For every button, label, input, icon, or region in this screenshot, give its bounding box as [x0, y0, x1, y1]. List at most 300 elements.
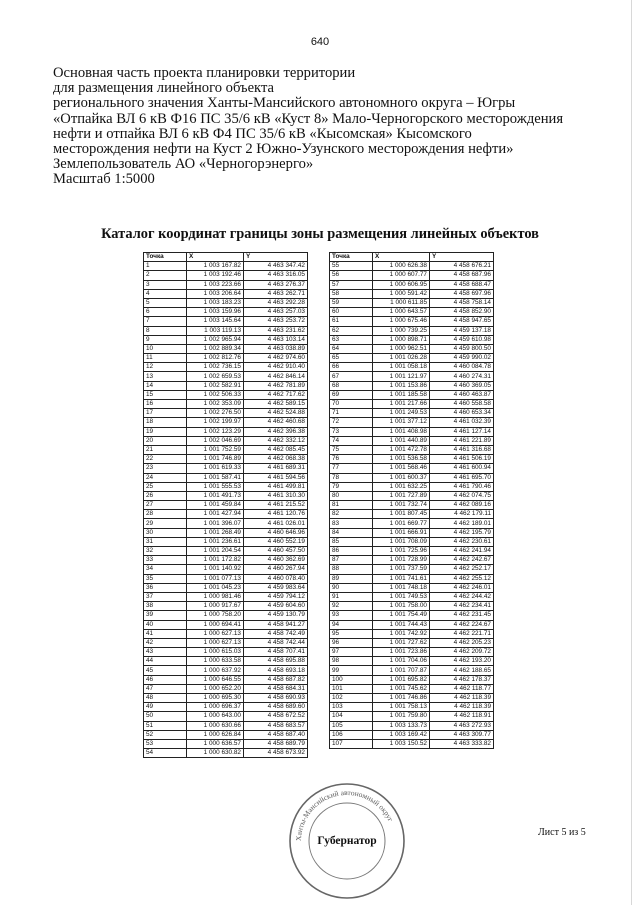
y-coordinate-cell: 4 462 178.37 — [430, 675, 494, 684]
y-coordinate-cell: 4 463 231.62 — [244, 326, 308, 335]
stamp-center-text: Губернатор — [317, 835, 377, 847]
point-number-cell: 8 — [144, 326, 187, 335]
table-row — [330, 675, 494, 684]
table-row — [330, 657, 494, 666]
point-number-cell: 76 — [330, 455, 373, 464]
header-line: Масштаб 1:5000 — [53, 171, 155, 188]
table-row — [144, 436, 308, 445]
y-coordinate-cell: 4 462 189.01 — [430, 519, 494, 528]
y-coordinate-cell: 4 461 499.81 — [244, 482, 308, 491]
x-coordinate-cell: 1 003 133.73 — [373, 721, 430, 730]
y-coordinate-cell: 4 462 781.89 — [244, 381, 308, 390]
x-coordinate-cell: 1 000 630.66 — [187, 721, 244, 730]
y-coordinate-cell: 4 462 068.38 — [244, 455, 308, 464]
point-number-cell: 52 — [144, 730, 187, 739]
point-number-cell: 14 — [144, 381, 187, 390]
table-row — [144, 602, 308, 611]
y-coordinate-cell: 4 462 717.62 — [244, 390, 308, 399]
table-row — [144, 445, 308, 454]
point-number-cell: 104 — [330, 712, 373, 721]
x-coordinate-cell: 1 001 600.37 — [373, 473, 430, 482]
x-coordinate-cell: 1 003 223.66 — [187, 280, 244, 289]
table-row — [330, 363, 494, 372]
column-header-y: Y — [430, 253, 494, 262]
table-row — [144, 289, 308, 298]
header-line: Основная часть проекта планировки территории — [53, 65, 356, 81]
x-coordinate-cell: 1 000 611.85 — [373, 298, 430, 307]
table-header-row — [330, 253, 494, 262]
table-row — [330, 629, 494, 638]
table-row — [144, 648, 308, 657]
point-number-cell: 4 — [144, 289, 187, 298]
table-row — [330, 262, 494, 271]
table-row — [144, 501, 308, 510]
table-row — [144, 556, 308, 565]
x-coordinate-cell: 1 002 506.33 — [187, 390, 244, 399]
coordinates-table-right — [329, 252, 494, 749]
y-coordinate-cell: 4 461 026.01 — [244, 519, 308, 528]
table-row — [330, 482, 494, 491]
point-number-cell: 13 — [144, 372, 187, 381]
y-coordinate-cell: 4 459 604.60 — [244, 602, 308, 611]
y-coordinate-cell: 4 461 310.30 — [244, 491, 308, 500]
y-coordinate-cell: 4 462 188.65 — [430, 666, 494, 675]
table-row — [144, 354, 308, 363]
x-coordinate-cell: 1 003 167.82 — [187, 262, 244, 271]
y-coordinate-cell: 4 463 253.72 — [244, 317, 308, 326]
table-row — [330, 473, 494, 482]
y-coordinate-cell: 4 458 676.21 — [430, 262, 494, 271]
x-coordinate-cell: 1 002 199.97 — [187, 418, 244, 427]
point-number-cell: 77 — [330, 464, 373, 473]
y-coordinate-cell: 4 462 231.45 — [430, 611, 494, 620]
y-coordinate-cell: 4 459 800.50 — [430, 344, 494, 353]
point-number-cell: 81 — [330, 501, 373, 510]
y-coordinate-cell: 4 460 653.34 — [430, 409, 494, 418]
point-number-cell: 18 — [144, 418, 187, 427]
y-coordinate-cell: 4 458 758.14 — [430, 298, 494, 307]
x-coordinate-cell: 1 001 727.62 — [373, 638, 430, 647]
catalog-title: Каталог координат границы зоны размещения линейных объектов — [101, 226, 539, 242]
point-number-cell: 55 — [330, 262, 373, 271]
table-row — [330, 317, 494, 326]
point-number-cell: 79 — [330, 482, 373, 491]
table-row — [144, 730, 308, 739]
point-number-cell: 25 — [144, 482, 187, 491]
x-coordinate-cell: 1 001 427.94 — [187, 510, 244, 519]
point-number-cell: 105 — [330, 721, 373, 730]
x-coordinate-cell: 1 000 633.58 — [187, 657, 244, 666]
table-row — [330, 703, 494, 712]
x-coordinate-cell: 1 001 472.78 — [373, 445, 430, 454]
table-row — [330, 537, 494, 546]
y-coordinate-cell: 4 461 689.31 — [244, 464, 308, 473]
table-row — [144, 583, 308, 592]
point-number-cell: 101 — [330, 684, 373, 693]
table-row — [330, 409, 494, 418]
y-coordinate-cell: 4 458 688.47 — [430, 280, 494, 289]
x-coordinate-cell: 1 000 675.46 — [373, 317, 430, 326]
point-number-cell: 85 — [330, 537, 373, 546]
x-coordinate-cell: 1 000 695.30 — [187, 694, 244, 703]
point-number-cell: 75 — [330, 445, 373, 454]
column-header-point: Точка — [330, 253, 373, 262]
x-coordinate-cell: 1 002 123.29 — [187, 427, 244, 436]
x-coordinate-cell: 1 002 965.94 — [187, 335, 244, 344]
x-coordinate-cell: 1 001 727.89 — [373, 491, 430, 500]
x-coordinate-cell: 1 001 408.98 — [373, 427, 430, 436]
table-row — [144, 317, 308, 326]
x-coordinate-cell: 1 001 632.25 — [373, 482, 430, 491]
point-number-cell: 88 — [330, 565, 373, 574]
table-row — [330, 592, 494, 601]
header-line: «Отпайка ВЛ 6 кВ Ф16 ПС 35/6 кВ «Куст 8» Мало-Черногорского месторождения — [53, 110, 564, 127]
table-row — [144, 280, 308, 289]
x-coordinate-cell: 1 002 659.53 — [187, 372, 244, 381]
x-coordinate-cell: 1 002 046.69 — [187, 436, 244, 445]
y-coordinate-cell: 4 459 137.18 — [430, 326, 494, 335]
point-number-cell: 98 — [330, 657, 373, 666]
point-number-cell: 42 — [144, 638, 187, 647]
point-number-cell: 9 — [144, 335, 187, 344]
y-coordinate-cell: 4 460 078.40 — [244, 574, 308, 583]
table-row — [144, 381, 308, 390]
x-coordinate-cell: 1 000 626.84 — [187, 730, 244, 739]
table-row — [144, 574, 308, 583]
x-coordinate-cell: 1 001 666.91 — [373, 528, 430, 537]
x-coordinate-cell: 1 001 077.13 — [187, 574, 244, 583]
y-coordinate-cell: 4 459 610.98 — [430, 335, 494, 344]
point-number-cell: 67 — [330, 372, 373, 381]
point-number-cell: 53 — [144, 739, 187, 748]
y-coordinate-cell: 4 461 215.52 — [244, 501, 308, 510]
point-number-cell: 61 — [330, 317, 373, 326]
y-coordinate-cell: 4 462 089.16 — [430, 501, 494, 510]
point-number-cell: 44 — [144, 657, 187, 666]
y-coordinate-cell: 4 460 457.50 — [244, 547, 308, 556]
point-number-cell: 49 — [144, 703, 187, 712]
table-row — [144, 519, 308, 528]
x-coordinate-cell: 1 001 695.82 — [373, 675, 430, 684]
x-coordinate-cell: 1 000 643.00 — [187, 712, 244, 721]
y-coordinate-cell: 4 460 558.58 — [430, 400, 494, 409]
y-coordinate-cell: 4 463 292.28 — [244, 298, 308, 307]
point-number-cell: 3 — [144, 280, 187, 289]
y-coordinate-cell: 4 462 241.94 — [430, 547, 494, 556]
y-coordinate-cell: 4 462 179.11 — [430, 510, 494, 519]
table-row — [330, 666, 494, 675]
point-number-cell: 5 — [144, 298, 187, 307]
x-coordinate-cell: 1 001 396.07 — [187, 519, 244, 528]
table-row — [144, 712, 308, 721]
table-row — [330, 501, 494, 510]
x-coordinate-cell: 1 001 669.77 — [373, 519, 430, 528]
header-line: Землепользователь АО «Черногорэнерго» — [53, 156, 314, 173]
header-line: нефти и отпайка ВЛ 6 кВ Ф4 ПС 35/6 кВ «Кысомская» Кысомского — [53, 125, 472, 142]
point-number-cell: 103 — [330, 703, 373, 712]
x-coordinate-cell: 1 001 723.86 — [373, 648, 430, 657]
x-coordinate-cell: 1 003 150.52 — [373, 739, 430, 748]
y-coordinate-cell: 4 463 316.05 — [244, 271, 308, 280]
point-number-cell: 71 — [330, 409, 373, 418]
x-coordinate-cell: 1 001 026.28 — [373, 354, 430, 363]
y-coordinate-cell: 4 462 246.01 — [430, 583, 494, 592]
x-coordinate-cell: 1 001 746.86 — [373, 694, 430, 703]
x-coordinate-cell: 1 001 491.73 — [187, 491, 244, 500]
x-coordinate-cell: 1 000 898.71 — [373, 335, 430, 344]
x-coordinate-cell: 1 003 145.64 — [187, 317, 244, 326]
x-coordinate-cell: 1 001 732.74 — [373, 501, 430, 510]
y-coordinate-cell: 4 458 695.88 — [244, 657, 308, 666]
table-row — [330, 326, 494, 335]
x-coordinate-cell: 1 001 268.49 — [187, 528, 244, 537]
y-coordinate-cell: 4 463 272.93 — [430, 721, 494, 730]
x-coordinate-cell: 1 001 619.33 — [187, 464, 244, 473]
table-row — [330, 684, 494, 693]
y-coordinate-cell: 4 462 118.39 — [430, 694, 494, 703]
y-coordinate-cell: 4 462 209.72 — [430, 648, 494, 657]
point-number-cell: 80 — [330, 491, 373, 500]
table-row — [144, 271, 308, 280]
table-row — [330, 556, 494, 565]
table-row — [144, 455, 308, 464]
table-row — [144, 749, 308, 758]
y-coordinate-cell: 4 463 038.89 — [244, 344, 308, 353]
page-edge-line — [631, 0, 632, 905]
point-number-cell: 94 — [330, 620, 373, 629]
y-coordinate-cell: 4 463 257.03 — [244, 308, 308, 317]
x-coordinate-cell: 1 001 759.80 — [373, 712, 430, 721]
point-number-cell: 41 — [144, 629, 187, 638]
y-coordinate-cell: 4 458 947.65 — [430, 317, 494, 326]
y-coordinate-cell: 4 462 332.12 — [244, 436, 308, 445]
x-coordinate-cell: 1 003 192.46 — [187, 271, 244, 280]
point-number-cell: 50 — [144, 712, 187, 721]
x-coordinate-cell: 1 000 626.38 — [373, 262, 430, 271]
table-row — [144, 335, 308, 344]
table-row — [144, 491, 308, 500]
x-coordinate-cell: 1 001 742.92 — [373, 629, 430, 638]
table-row — [330, 381, 494, 390]
point-number-cell: 90 — [330, 583, 373, 592]
point-number-cell: 64 — [330, 344, 373, 353]
point-number-cell: 32 — [144, 547, 187, 556]
table-row — [144, 464, 308, 473]
x-coordinate-cell: 1 001 249.53 — [373, 409, 430, 418]
table-row — [330, 638, 494, 647]
point-number-cell: 31 — [144, 537, 187, 546]
y-coordinate-cell: 4 458 689.79 — [244, 739, 308, 748]
x-coordinate-cell: 1 001 172.82 — [187, 556, 244, 565]
x-coordinate-cell: 1 001 185.58 — [373, 390, 430, 399]
table-row — [144, 629, 308, 638]
x-coordinate-cell: 1 000 652.20 — [187, 684, 244, 693]
y-coordinate-cell: 4 462 193.20 — [430, 657, 494, 666]
point-number-cell: 38 — [144, 602, 187, 611]
point-number-cell: 23 — [144, 464, 187, 473]
table-row — [144, 694, 308, 703]
point-number-cell: 45 — [144, 666, 187, 675]
y-coordinate-cell: 4 460 552.19 — [244, 537, 308, 546]
x-coordinate-cell: 1 001 741.61 — [373, 574, 430, 583]
point-number-cell: 86 — [330, 547, 373, 556]
x-coordinate-cell: 1 001 377.12 — [373, 418, 430, 427]
x-coordinate-cell: 1 000 694.41 — [187, 620, 244, 629]
x-coordinate-cell: 1 000 607.77 — [373, 271, 430, 280]
y-coordinate-cell: 4 458 852.90 — [430, 308, 494, 317]
table-row — [330, 648, 494, 657]
point-number-cell: 30 — [144, 528, 187, 537]
point-number-cell: 65 — [330, 354, 373, 363]
x-coordinate-cell: 1 003 206.64 — [187, 289, 244, 298]
point-number-cell: 96 — [330, 638, 373, 647]
y-coordinate-cell: 4 458 687.96 — [430, 271, 494, 280]
y-coordinate-cell: 4 460 369.05 — [430, 381, 494, 390]
point-number-cell: 26 — [144, 491, 187, 500]
x-coordinate-cell: 1 001 140.92 — [187, 565, 244, 574]
x-coordinate-cell: 1 002 812.76 — [187, 354, 244, 363]
table-row — [330, 620, 494, 629]
x-coordinate-cell: 1 001 236.61 — [187, 537, 244, 546]
y-coordinate-cell: 4 458 693.18 — [244, 666, 308, 675]
table-row — [330, 547, 494, 556]
point-number-cell: 12 — [144, 363, 187, 372]
table-row — [330, 308, 494, 317]
point-number-cell: 99 — [330, 666, 373, 675]
point-number-cell: 10 — [144, 344, 187, 353]
table-row — [144, 418, 308, 427]
point-number-cell: 62 — [330, 326, 373, 335]
y-coordinate-cell: 4 462 460.68 — [244, 418, 308, 427]
point-number-cell: 93 — [330, 611, 373, 620]
table-row — [330, 436, 494, 445]
x-coordinate-cell: 1 000 646.55 — [187, 675, 244, 684]
point-number-cell: 83 — [330, 519, 373, 528]
y-coordinate-cell: 4 462 230.61 — [430, 537, 494, 546]
table-row — [330, 372, 494, 381]
table-row — [144, 262, 308, 271]
table-row — [144, 675, 308, 684]
point-number-cell: 17 — [144, 409, 187, 418]
table-row — [144, 739, 308, 748]
x-coordinate-cell: 1 001 568.46 — [373, 464, 430, 473]
table-row — [330, 721, 494, 730]
point-number-cell: 47 — [144, 684, 187, 693]
x-coordinate-cell: 1 000 606.95 — [373, 280, 430, 289]
point-number-cell: 1 — [144, 262, 187, 271]
sheet-label: Лист 5 из 5 — [538, 827, 586, 838]
x-coordinate-cell: 1 001 746.89 — [187, 455, 244, 464]
point-number-cell: 22 — [144, 455, 187, 464]
point-number-cell: 92 — [330, 602, 373, 611]
point-number-cell: 78 — [330, 473, 373, 482]
table-row — [144, 638, 308, 647]
point-number-cell: 58 — [330, 289, 373, 298]
table-row — [330, 528, 494, 537]
y-coordinate-cell: 4 461 316.68 — [430, 445, 494, 454]
y-coordinate-cell: 4 462 195.79 — [430, 528, 494, 537]
point-number-cell: 97 — [330, 648, 373, 657]
y-coordinate-cell: 4 461 594.56 — [244, 473, 308, 482]
x-coordinate-cell: 1 001 758.00 — [373, 602, 430, 611]
point-number-cell: 73 — [330, 427, 373, 436]
y-coordinate-cell: 4 458 687.40 — [244, 730, 308, 739]
y-coordinate-cell: 4 458 690.93 — [244, 694, 308, 703]
table-row — [144, 409, 308, 418]
x-coordinate-cell: 1 001 440.89 — [373, 436, 430, 445]
x-coordinate-cell: 1 000 636.57 — [187, 739, 244, 748]
table-row — [144, 308, 308, 317]
x-coordinate-cell: 1 000 643.57 — [373, 308, 430, 317]
x-coordinate-cell: 1 001 745.62 — [373, 684, 430, 693]
point-number-cell: 35 — [144, 574, 187, 583]
point-number-cell: 20 — [144, 436, 187, 445]
point-number-cell: 59 — [330, 298, 373, 307]
y-coordinate-cell: 4 461 032.39 — [430, 418, 494, 427]
point-number-cell: 51 — [144, 721, 187, 730]
y-coordinate-cell: 4 461 600.94 — [430, 464, 494, 473]
y-coordinate-cell: 4 460 646.96 — [244, 528, 308, 537]
x-coordinate-cell: 1 002 889.34 — [187, 344, 244, 353]
y-coordinate-cell: 4 459 990.02 — [430, 354, 494, 363]
point-number-cell: 69 — [330, 390, 373, 399]
x-coordinate-cell: 1 003 183.23 — [187, 298, 244, 307]
x-coordinate-cell: 1 001 748.18 — [373, 583, 430, 592]
x-coordinate-cell: 1 001 758.13 — [373, 703, 430, 712]
y-coordinate-cell: 4 462 205.23 — [430, 638, 494, 647]
table-row — [144, 372, 308, 381]
x-coordinate-cell: 1 001 807.45 — [373, 510, 430, 519]
x-coordinate-cell: 1 000 739.25 — [373, 326, 430, 335]
table-row — [144, 547, 308, 556]
y-coordinate-cell: 4 461 127.14 — [430, 427, 494, 436]
table-row — [144, 528, 308, 537]
x-coordinate-cell: 1 003 119.13 — [187, 326, 244, 335]
point-number-cell: 39 — [144, 611, 187, 620]
y-coordinate-cell: 4 462 085.45 — [244, 445, 308, 454]
table-row — [144, 721, 308, 730]
point-number-cell: 95 — [330, 629, 373, 638]
point-number-cell: 91 — [330, 592, 373, 601]
y-coordinate-cell: 4 461 695.70 — [430, 473, 494, 482]
point-number-cell: 33 — [144, 556, 187, 565]
point-number-cell: 19 — [144, 427, 187, 436]
table-row — [144, 390, 308, 399]
x-coordinate-cell: 1 001 045.23 — [187, 583, 244, 592]
table-row — [330, 298, 494, 307]
point-number-cell: 100 — [330, 675, 373, 684]
x-coordinate-cell: 1 001 728.99 — [373, 556, 430, 565]
point-number-cell: 68 — [330, 381, 373, 390]
column-header-y: Y — [244, 253, 308, 262]
x-coordinate-cell: 1 001 555.53 — [187, 482, 244, 491]
y-coordinate-cell: 4 462 974.60 — [244, 354, 308, 363]
y-coordinate-cell: 4 460 362.69 — [244, 556, 308, 565]
table-row — [330, 271, 494, 280]
table-row — [144, 537, 308, 546]
x-coordinate-cell: 1 001 204.54 — [187, 547, 244, 556]
table-row — [330, 739, 494, 748]
y-coordinate-cell: 4 463 103.14 — [244, 335, 308, 344]
table-row — [144, 427, 308, 436]
point-number-cell: 107 — [330, 739, 373, 748]
y-coordinate-cell: 4 458 707.41 — [244, 648, 308, 657]
y-coordinate-cell: 4 460 267.94 — [244, 565, 308, 574]
table-row — [330, 694, 494, 703]
table-row — [330, 344, 494, 353]
table-row — [144, 592, 308, 601]
x-coordinate-cell: 1 001 217.66 — [373, 400, 430, 409]
